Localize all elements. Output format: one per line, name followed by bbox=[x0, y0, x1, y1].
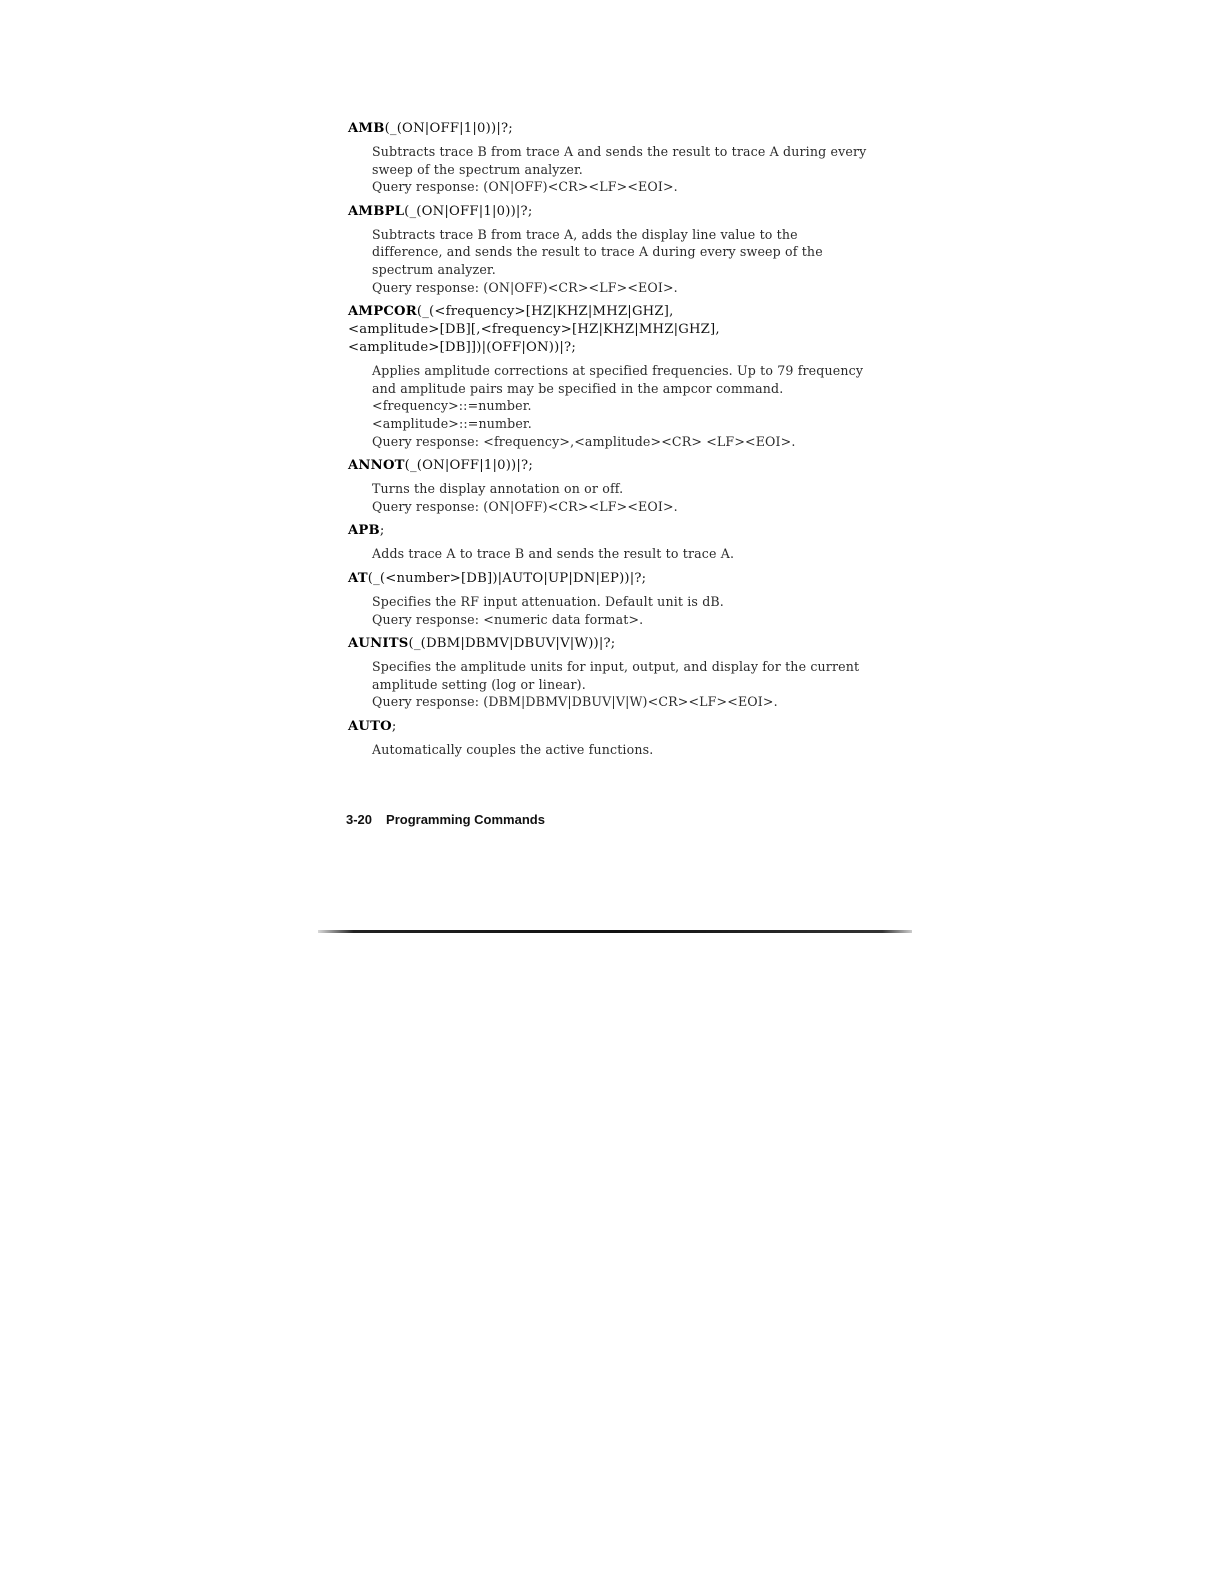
command-name: AT bbox=[348, 570, 368, 586]
description-line: sweep of the spectrum analyzer. bbox=[372, 161, 583, 177]
description-line: amplitude setting (log or linear). bbox=[372, 676, 586, 692]
description-line: <amplitude>::=number. bbox=[372, 415, 532, 431]
query-response-line: Query response: <frequency>,<amplitude><CR> <LF><EOI>. bbox=[372, 433, 796, 449]
command-description bbox=[372, 480, 888, 515]
command-entry-at bbox=[348, 570, 888, 628]
command-description bbox=[372, 658, 888, 711]
command-entry-auto bbox=[348, 718, 888, 759]
command-parameters: (_(<number>[DB])|AUTO|UP|DN|EP))|?; bbox=[367, 570, 647, 586]
command-entry-annot bbox=[348, 457, 888, 515]
command-syntax bbox=[348, 570, 888, 588]
description-line: <frequency>::=number. bbox=[372, 398, 532, 414]
command-parameters: (_(DBM|DBMV|DBUV|V|W))|?; bbox=[408, 636, 616, 652]
query-response-line: Query response: (ON|OFF)<CR><LF><EOI>. bbox=[372, 179, 678, 195]
command-name: AUNITS bbox=[348, 636, 409, 652]
query-response-line: Query response: <numeric data format>. bbox=[372, 611, 644, 627]
description-line: Applies amplitude corrections at specified frequencies. Up to 79 frequency bbox=[372, 363, 864, 379]
page-number: 3-20 bbox=[346, 812, 373, 827]
command-name: ANNOT bbox=[348, 458, 405, 474]
command-parameters: ; bbox=[391, 718, 397, 734]
command-parameters: (_(ON|OFF|1|0))|?; bbox=[404, 203, 533, 219]
command-parameters: (_(<frequency>[HZ|KHZ|MHZ|GHZ], bbox=[416, 304, 674, 320]
command-description bbox=[372, 545, 888, 563]
description-line: Specifies the amplitude units for input, output, and display for the current bbox=[372, 659, 860, 675]
command-syntax bbox=[348, 303, 888, 357]
description-line: Specifies the RF input attenuation. Default unit is dB. bbox=[372, 593, 724, 609]
command-name: AMPCOR bbox=[348, 304, 417, 320]
query-response-line: Query response: (DBM|DBMV|DBUV|V|W)<CR><LF><EOI>. bbox=[372, 694, 778, 710]
description-line: spectrum analyzer. bbox=[372, 261, 496, 277]
command-syntax-line bbox=[348, 303, 888, 321]
command-name: AMB bbox=[348, 121, 385, 136]
command-description bbox=[372, 143, 888, 196]
description-line: Turns the display annotation on or off. bbox=[372, 481, 624, 497]
description-line: Adds trace A to trace B and sends the result to trace A. bbox=[372, 546, 735, 562]
query-response-line: Query response: (ON|OFF)<CR><LF><EOI>. bbox=[372, 498, 678, 514]
command-description bbox=[372, 362, 888, 450]
command-entry-ampcor bbox=[348, 303, 888, 450]
description-line: difference, and sends the result to trace A during every sweep of the bbox=[372, 244, 823, 260]
command-parameters: (_(ON|OFF|1|0))|?; bbox=[384, 121, 513, 136]
command-syntax bbox=[348, 120, 888, 138]
horizontal-rule bbox=[318, 930, 912, 933]
command-description bbox=[372, 226, 888, 296]
command-name: AUTO bbox=[348, 718, 392, 734]
command-syntax bbox=[348, 635, 888, 653]
command-syntax bbox=[348, 457, 888, 475]
command-name: AMBPL bbox=[348, 203, 405, 219]
command-reference-page bbox=[348, 120, 888, 765]
command-name: APB bbox=[348, 523, 380, 539]
page-footer bbox=[346, 812, 545, 827]
command-syntax bbox=[348, 203, 888, 221]
command-entry-ambpl bbox=[348, 203, 888, 296]
command-description bbox=[372, 741, 888, 759]
description-line: Automatically couples the active functions. bbox=[372, 741, 654, 757]
command-description bbox=[372, 593, 888, 628]
description-line: Subtracts trace B from trace A, adds the display line value to the bbox=[372, 226, 798, 242]
command-entry-aunits bbox=[348, 635, 888, 711]
command-syntax-line: <amplitude>[DB]])|(OFF|ON))|?; bbox=[348, 340, 576, 356]
command-parameters: (_(ON|OFF|1|0))|?; bbox=[404, 458, 533, 474]
section-title: Programming Commands bbox=[386, 812, 545, 827]
command-syntax-line: <amplitude>[DB][,<frequency>[HZ|KHZ|MHZ|GHZ], bbox=[348, 322, 720, 338]
description-line: Subtracts trace B from trace A and sends the result to trace A during every bbox=[372, 144, 867, 159]
query-response-line: Query response: (ON|OFF)<CR><LF><EOI>. bbox=[372, 279, 678, 295]
command-syntax bbox=[348, 718, 888, 736]
command-parameters: ; bbox=[379, 523, 385, 539]
command-entry-amb bbox=[348, 120, 888, 196]
command-syntax bbox=[348, 522, 888, 540]
command-entry-apb bbox=[348, 522, 888, 563]
description-line: and amplitude pairs may be specified in the ampcor command. bbox=[372, 380, 784, 396]
